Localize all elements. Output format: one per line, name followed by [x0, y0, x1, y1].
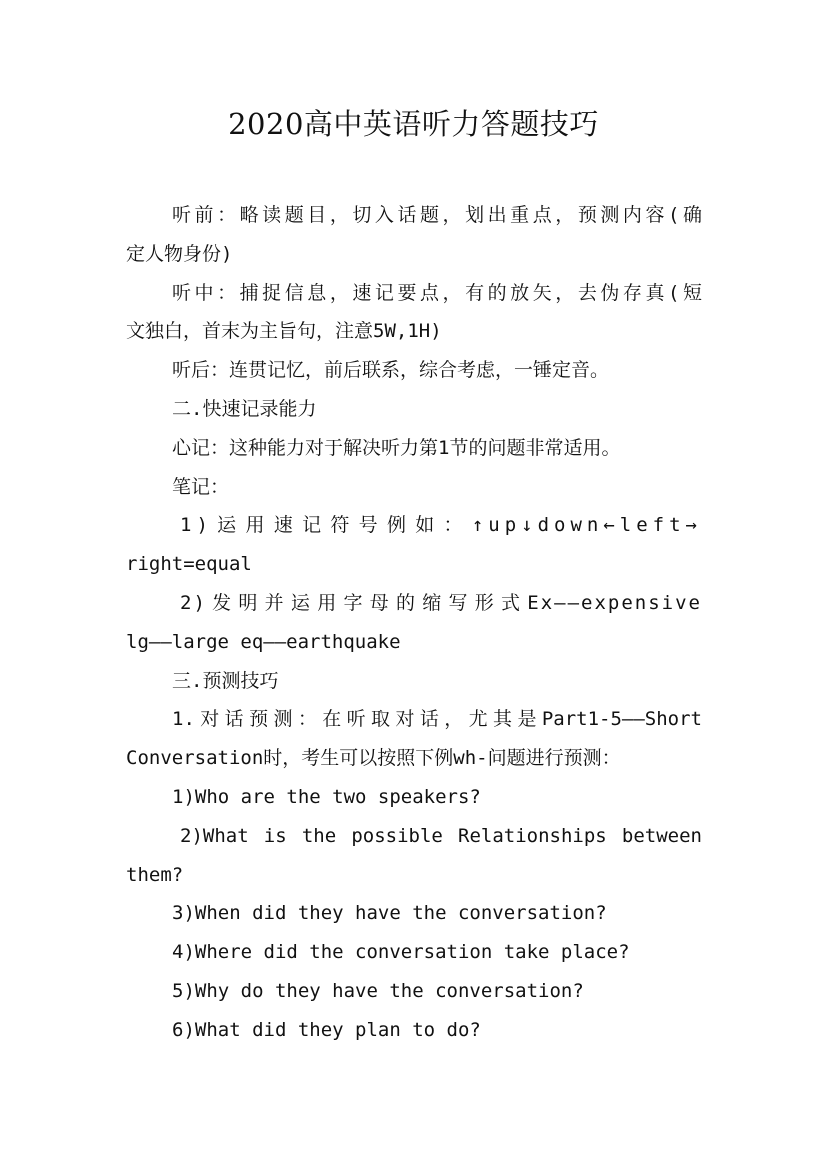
text-line: 听前：略读题目，切入话题，划出重点，预测内容(确	[172, 204, 702, 226]
text-line: 定人物身份)	[126, 242, 233, 265]
document-body	[126, 196, 702, 1050]
page-title: 2020高中英语听力答题技巧	[228, 107, 599, 141]
text-line: 听后：连贯记忆，前后联系，综合考虑，一锤定音。	[172, 359, 610, 382]
text-line: 心记：这种能力对于解决听力第1节的问题非常适用。	[172, 436, 621, 459]
text-line: 听中：捕捉信息，速记要点，有的放矢，去伪存真(短	[172, 281, 702, 304]
text-line: 2)发明并运用字母的缩写形式Ex——expensive	[180, 591, 702, 614]
text-line: 文独白，首末为主旨句，注意5W,1H)	[126, 320, 442, 343]
text-line: right=equal	[126, 553, 252, 576]
text-line: lg——large eq——earthquake	[126, 630, 401, 653]
text-line: Conversation时，考生可以按照下例wh-问题进行预测：	[126, 747, 621, 770]
list-item: 6)What did they plan to do?	[172, 1018, 481, 1041]
section-heading: 三.预测技巧	[172, 669, 279, 692]
list-item: 5)Why do they have the conversation?	[172, 979, 584, 1002]
list-item: 3)When did they have the conversation?	[172, 902, 607, 925]
text-line: 笔记：	[172, 475, 230, 498]
text-line: 1.对话预测：在听取对话，尤其是Part1-5——Short	[172, 708, 702, 731]
list-item: 1)Who are the two speakers?	[172, 785, 481, 808]
section-heading: 二.快速记录能力	[172, 397, 317, 420]
text-line: 1)运用速记符号例如：↑up↓down←left→	[180, 514, 702, 537]
list-item: 2)What is the possible Relationships between	[180, 824, 702, 847]
list-item: 4)Where did the conversation take place?	[172, 941, 630, 964]
list-item: them?	[126, 863, 184, 886]
